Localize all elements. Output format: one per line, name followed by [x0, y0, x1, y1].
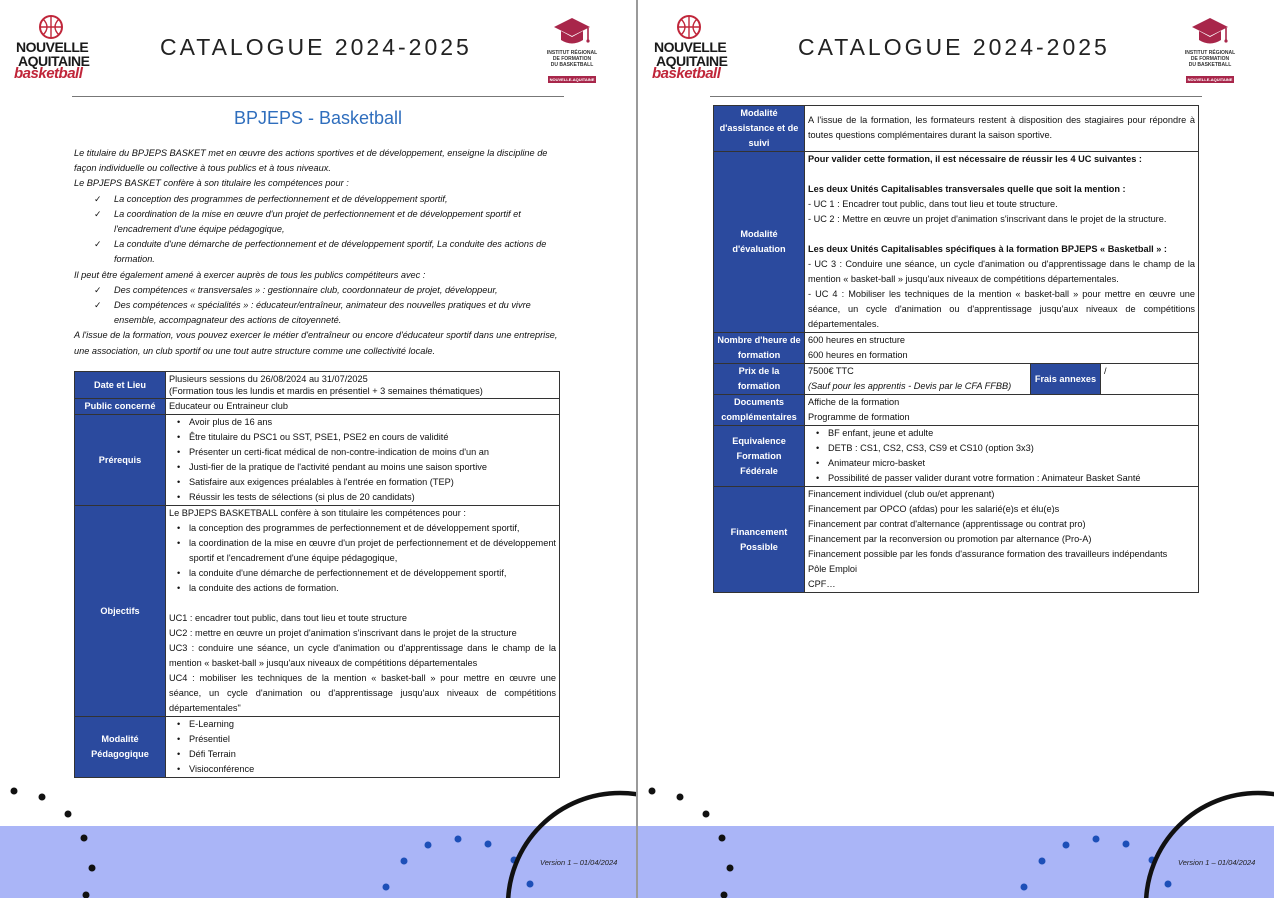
logo-text-aquitaine: AQUITAINE: [656, 53, 728, 69]
list-item: • Avoir plus de 16 ans: [175, 415, 556, 430]
documents-value: Affiche de la formation Programme de formation: [805, 395, 1199, 426]
list-item: • Présentiel: [175, 732, 556, 747]
checkmark-icon: ✓: [94, 239, 102, 250]
checkmark-icon: ✓: [94, 208, 102, 219]
list-item: Financement par contrat d'alternance (apprentissage ou contrat pro): [808, 519, 1086, 529]
catalogue-title: CATALOGUE 2024-2025: [160, 34, 472, 60]
hours-label: Nombre d'heure de formation: [714, 333, 805, 364]
checkmark-icon: ✓: [94, 300, 102, 311]
list-item: • Visioconférence: [175, 762, 556, 777]
intro-paragraph: A l'issue de la formation, vous pouvez exercer le métier d'entraîneur ou encore d'éducateur sportif dans une entreprise, une association, un club sportif ou une tout autre structure comme une collectivité locale.: [74, 330, 558, 356]
list-item: • la conduite des actions de formation.: [175, 581, 556, 596]
list-item: • BF enfant, jeune et adulte: [814, 426, 1195, 441]
fees-value: /: [1101, 364, 1199, 395]
institute-name-line2: DE FORMATION: [1190, 56, 1230, 62]
intro-paragraph: Le titulaire du BPJEPS BASKET met en œuvre des actions sportives et de développement, enseigne la discipline de façon individuelle ou collective à tous publics et à tous niveaux.: [74, 148, 548, 174]
evaluation-label: Modalité d'évaluation: [714, 152, 805, 333]
list-item: • la conception des programmes de perfectionnement et de développement sportif,: [175, 521, 556, 536]
list-item: • Satisfaire aux exigences préalables à l'entrée en formation (TEP): [175, 475, 556, 490]
price-label: Prix de la formation: [714, 364, 805, 395]
list-item: • Réussir les tests de sélections (si plus de 20 candidats): [175, 490, 556, 505]
prerequis-label: Prérequis: [75, 415, 166, 506]
list-item: ✓ Des compétences « transversales » : gestionnaire club, coordonnateur de projet, développeur,: [74, 283, 560, 298]
logo-text-basketball: basketball: [14, 65, 83, 82]
list-item: • E-Learning: [175, 717, 556, 732]
institute-name-line2: DE FORMATION: [552, 56, 592, 62]
hours-value: 600 heures en structure 600 heures en formation: [805, 333, 1199, 364]
documents-label: Documents complémentaires: [714, 395, 805, 426]
list-item: • Présenter un certi-ficat médical de non-contre-indication de moins d'un an: [175, 445, 556, 460]
catalogue-page-right: [638, 0, 1274, 898]
list-item: • Justi-fier de la pratique de l'activité pendant au moins une saison sportive: [175, 460, 556, 475]
date-lieu-value: Plusieurs sessions du 26/08/2024 au 31/07/2025 (Formation tous les lundis et mardis en présentiel + 3 semaines thématiques): [166, 372, 560, 399]
fees-label: Frais annexes: [1031, 364, 1101, 395]
institute-region-badge: NOUVELLE-AQUITAINE: [1187, 77, 1233, 82]
objectifs-label: Objectifs: [75, 506, 166, 717]
list-item: • la conduite d'une démarche de perfectionnement et de développement sportif,: [175, 566, 556, 581]
version-label: Version 1 – 01/04/2024: [1178, 858, 1256, 867]
list-item: • Animateur micro-basket: [814, 456, 1195, 471]
financement-label: Financement Possible: [714, 487, 805, 593]
equivalence-label: Equivalence Formation Fédérale: [714, 426, 805, 487]
modalite-pedagogique-label: Modalité Pédagogique: [75, 717, 166, 778]
list-item: Pôle Emploi: [808, 564, 858, 574]
intro-paragraph: Le BPJEPS BASKET confère à son titulaire les compétences pour :: [74, 178, 349, 189]
logo-text-nouvelle: NOUVELLE: [654, 39, 727, 55]
price-value: 7500€ TTC (Sauf pour les apprentis - Devis par le CFA FFBB): [805, 364, 1031, 395]
date-lieu-label: Date et Lieu: [75, 372, 166, 399]
institute-region-badge: NOUVELLE-AQUITAINE: [549, 77, 595, 82]
list-item: ✓ Des compétences « spécialités » : éducateur/entraîneur, animateur des nouvelles pratiques et du vivre ensemble, accompagnateur des actions de citoyenneté.: [94, 300, 531, 326]
catalogue-page-left: [0, 0, 636, 898]
institute-name-line3: DU BASKETBALL: [1188, 62, 1232, 68]
intro-paragraph: Il peut être également amené à exercer auprès de tous les publics compétiteurs avec :: [74, 269, 426, 280]
list-item: • Être titulaire du PSC1 ou SST, PSE1, PSE2 en cours de validité: [175, 430, 556, 445]
institute-name-line1: INSTITUT RÉGIONAL: [546, 50, 598, 56]
list-item: Financement par la reconversion ou promotion par alternance (Pro-A): [808, 534, 1092, 544]
list-item: • Défi Terrain: [175, 747, 556, 762]
list-item: ✓ La coordination de la mise en œuvre d'un projet de perfectionnement et de développement sportif et l'encadrement d'une équipe pédagogique,: [94, 208, 521, 235]
list-item: ✓ La conception des programmes de perfectionnement et de développement sportif,: [74, 192, 560, 207]
assistance-value: A l'issue de la formation, les formateurs restent à disposition des stagiaires pour répondre à toutes questions complémentaires durant la saison sportive.: [805, 106, 1199, 152]
decorative-dots: [638, 0, 1274, 898]
catalogue-title: CATALOGUE 2024-2025: [798, 34, 1110, 60]
list-item: • Possibilité de passer valider durant votre formation : Animateur Basket Santé: [814, 471, 1195, 486]
page-title: BPJEPS - Basketball: [233, 108, 403, 128]
institute-name-line1: INSTITUT RÉGIONAL: [1184, 50, 1236, 56]
checkmark-icon: ✓: [94, 284, 102, 295]
institute-name-line3: DU BASKETBALL: [550, 62, 594, 68]
logo-text-nouvelle: NOUVELLE: [16, 39, 89, 55]
list-item: • la coordination de la mise en œuvre d'un projet de perfectionnement et de développement sportif et l'encadrement d'une équipe pédagogique,: [175, 536, 556, 566]
assistance-label: Modalité d'assistance et de suivi: [714, 106, 805, 152]
list-item: ✓ La conduite d'une démarche de perfectionnement et de développement sportif, La conduite des actions de formation.: [94, 239, 547, 265]
list-item: • DETB : CS1, CS2, CS3, CS9 et CS10 (option 3x3): [814, 441, 1195, 456]
logo-text-basketball: basketball: [652, 65, 721, 82]
list-item: Financement par OPCO (afdas) pour les salarié(e)s et élu(e)s: [808, 504, 1060, 514]
list-item: Financement possible par les fonds d'assurance formation des travailleurs indépendants: [808, 549, 1168, 559]
checkmark-icon: ✓: [94, 193, 102, 204]
version-label: Version 1 – 01/04/2024: [540, 858, 618, 867]
objectifs-value: Le BPJEPS BASKETBALL confère à son titulaire les compétences pour : • la conception des programmes de perfectionnement et de développement sportif, • la coordination de la mise en œuvre d'un projet de perfectionnement et de développement sportif et l'encadrement d'une équipe pédagogique, • la conduite d'une démarche de perfectionnement et de développement sportif, • la conduite des actions de formation. UC1 : encadrer tout public, dans tout lieu et toute structure UC2 : mettre en œuvre un projet d'animation s'inscrivant dans le projet de la structure UC3 : conduire une séance, un cycle d'animation ou d'apprentissage dans le champ de la mention « basket-ball » jusqu'aux niveaux de compétitions départementales UC4 : mobiliser les techniques de la mention « basket-ball » pour mettre en œuvre une séance, un cycle d'animation ou d'apprentissage jusqu'aux niveaux de compétitions départementales": [166, 506, 560, 717]
evaluation-value: Pour valider cette formation, il est nécessaire de réussir les 4 UC suivantes : Les deux Unités Capitalisables transversales quelle que soit la mention : - UC 1 : Encadrer tout public, dans tout lieu et toute structure. - UC 2 : Mettre en œuvre un projet d'animation s'inscrivant dans le projet de la structure. Les deux Unités Capitalisables spécifiques à la formation BPJEPS « Basketball » : - UC 3 : Conduire une séance, un cycle d'animation ou d'apprentissage dans le champ de la mention « basket-ball » jusqu'aux niveaux de compétitions départementales. - UC 4 : Mobiliser les techniques de la mention « basket-ball » pour mettre en œuvre une séance, un cycle d'animation ou d'apprentissage jusqu'aux niveaux de compétitions départementales.: [805, 152, 1199, 333]
list-item: Financement individuel (club ou/et apprenant): [808, 489, 995, 499]
logo-text-aquitaine: AQUITAINE: [18, 53, 90, 69]
list-item: CPF…: [808, 579, 836, 589]
decorative-dots: [0, 0, 636, 898]
public-value: Educateur ou Entraineur club: [166, 399, 560, 415]
public-label: Public concerné: [75, 399, 166, 415]
